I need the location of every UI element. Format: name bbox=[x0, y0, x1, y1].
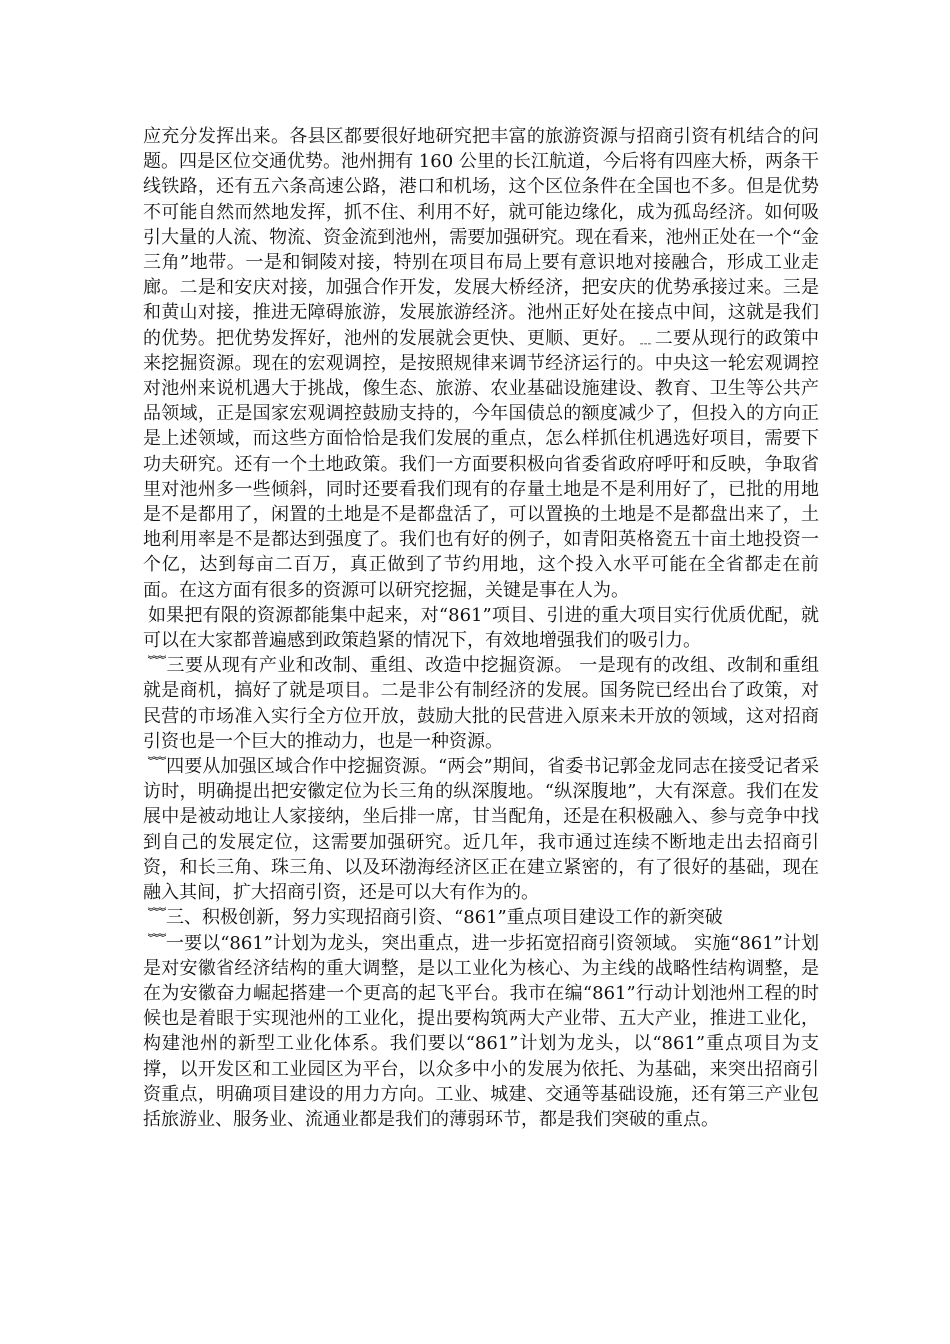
paragraph: 应充分发挥出来。各县区都要很好地研究把丰富的旅游资源与招商引资有机结合的问题。四是区位交通优势。池州拥有 160 公里的长江航道，今后将有四座大桥，两条干线铁路，还有五六条高速公路，港口和机场，这个区位条件在全国也不多。但是优势不可能自然而然地发挥，抓不住、利用不好，就可能边缘化，成为孤岛经济。如何吸引大量的人流、物流、资金流到池州，需要加强研究。现在看来，池州正处在一个“金三角”地带。一是和铜陵对接，特别在项目布局上要有意识地对接融合，形成工业走廊。二是和安庆对接，加强合作开发，发展大桥经济，把安庆的优势承接过来。三是和黄山对接，推进无障碍旅游，发展旅游经济。池州正好处在接点中间，这就是我们的优势。把优势发挥好，池州的发展就会更快、更顺、更好。﹍二要从现行的政策中来挖掘资源。现在的宏观调控，是按照规律来调节经济运行的。中央这一轮宏观调控对池州来说机遇大于挑战，像生态、旅游、农业基础设施建设、教育、卫生等公共产品领域，正是国家宏观调控鼓励支持的，今年国债总的额度减少了，但投入的方向正是上述领域，而这些方面恰恰是我们发展的重点，怎么样抓住机遇选好项目，需要下功夫研究。还有一个土地政策。我们一方面要积极向省委省政府呼吁和反映，争取省里对池州多一些倾斜，同时还要看我们现有的存量土地是不是利用好了，已批的用地是不是都用了，闲置的土地是不是都盘活了，可以置换的土地是不是都盘出来了，土地利用率是不是都达到强度了。我们也有好的例子，如青阳英格瓷五十亩土地投资一个亿，达到每亩二百万，真正做到了节约用地，这个投入水平可能在全省都走在前面。在这方面有很多的资源可以研究挖掘，关键是事在人为。 bbox=[143, 126, 819, 601]
document-body bbox=[143, 124, 819, 1132]
paragraph: 如果把有限的资源都能集中起来，对“861”项目、引进的重大项目实行优质优配，就可以在大家都普遍感到政策趋紧的情况下，有效地增强我们的吸引力。 bbox=[143, 604, 819, 652]
section-heading: ﹌三、积极创新，努力实现招商引资、“861”重点项目建设工作的新突破 bbox=[148, 907, 723, 929]
paragraph: ﹌四要从加强区域合作中挖掘资源。“两会”期间，省委书记郭金龙同志在接受记者采访时，明确提出把安徽定位为长三角的纵深腹地。“纵深腹地”，大有深意。我们在发展中是被动地让人家接纳，坐后排一席，甘当配角，还是在积极融入、参与竞争中找到自己的发展定位，这需要加强研究。近几年，我市通过连续不断地走出去招商引资，和长三角、珠三角、以及环渤海经济区正在建立紧密的，有了很好的基础，现在融入其间，扩大招商引资，还是可以大有作为的。 bbox=[143, 756, 819, 904]
paragraph: ﹌一要以“861”计划为龙头，突出重点，进一步拓宽招商引资领域。 实施“861”计划是对安徽省经济结构的重大调整，是以工业化为核心、为主线的战略性结构调整，是在为安徽奋力崛起搭建一个更高的起飞平台。我市在编“861”行动计划池州工程的时候也是着眼于实现池州的工业化，提出要构筑两大产业带、五大产业，推进工业化，构建池州的新型工业化体系。我们要以“861”计划为龙头，以“861”重点项目为支撑，以开发区和工业园区为平台，以众多中小的发展为依托、为基础，来突出招商引资重点，明确项目建设的用力方向。工业、城建、交通等基础设施，还有第三产业包括旅游业、服务业、流通业都是我们的薄弱环节，都是我们突破的重点。 bbox=[143, 932, 819, 1130]
paragraph: ﹌三要从现有产业和改制、重组、改造中挖掘资源。 一是现有的改组、改制和重组就是商机，搞好了就是项目。二是非公有制经济的发展。国务院已经出台了政策，对民营的市场准入实行全方位开放，鼓励大批的民营进入原来未开放的领域，这对招商引资也是一个巨大的推动力，也是一种资源。 bbox=[143, 655, 819, 752]
